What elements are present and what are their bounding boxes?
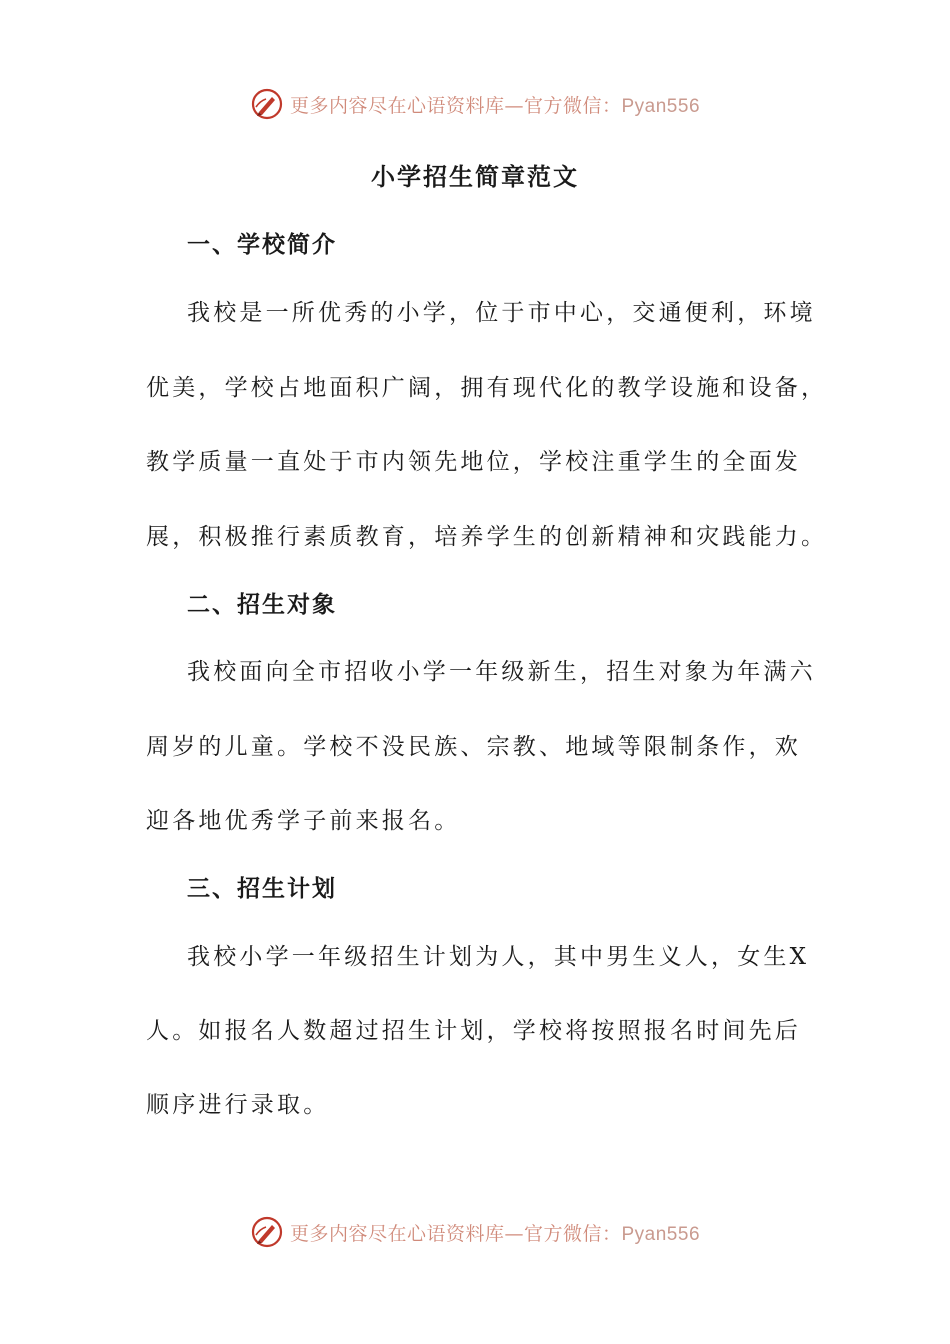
footer-banner-text-cn: 更多内容尽在心语资料库—官方微信： [289,1222,622,1245]
footer-banner-text [290,1219,700,1246]
paragraph-line: 人。如报名人数超过招生计划，学校将按照报名时间先后 [146,1018,801,1044]
section-heading-enrollment-plan: 三、招生计划 [187,875,337,902]
paragraph-line: 我校面向全市招收小学一年级新生，招生对象为年满六 [187,659,816,685]
paragraph-line: 周岁的儿童。学校不没民族、宗教、地域等限制条作，欢 [146,734,801,760]
paragraph-line: 优美，学校占地面积广阔，拥有现代化的教学设施和设备， [146,375,828,401]
header-banner-text-latin: Pyan556 [621,95,701,117]
paragraph-line: 我校是一所优秀的小学，位于市中心，交通便利，环境 [187,300,816,326]
section-heading-school-intro: 一、学校简介 [187,231,337,258]
paragraph-line: 顺序进行录取。 [146,1092,330,1118]
footer-banner [0,1212,950,1252]
section-heading-enrollment-target: 二、招生对象 [187,591,337,618]
header-banner-text [290,91,700,118]
footer-banner-text-latin: Pyan556 [621,1223,701,1245]
footer-banner-content [250,1215,700,1249]
header-banner [0,84,950,124]
paragraph-line: 迎各地优秀学子前来报名。 [146,808,461,834]
pen-nib-icon [250,87,284,121]
document-title: 小学招生简章范文 [371,162,579,191]
paragraph-line: 我校小学一年级招生计划为人，其中男生义人，女生X [187,944,810,970]
paragraph-line: 教学质量一直处于市内领先地位，学校注重学生的全面发 [146,449,801,475]
header-banner-content [250,87,700,121]
pen-nib-icon [250,1215,284,1249]
paragraph-line: 展，积极推行素质教育，培养学生的创新精神和灾践能力。 [146,524,828,550]
header-banner-text-cn: 更多内容尽在心语资料库—官方微信： [289,94,622,117]
